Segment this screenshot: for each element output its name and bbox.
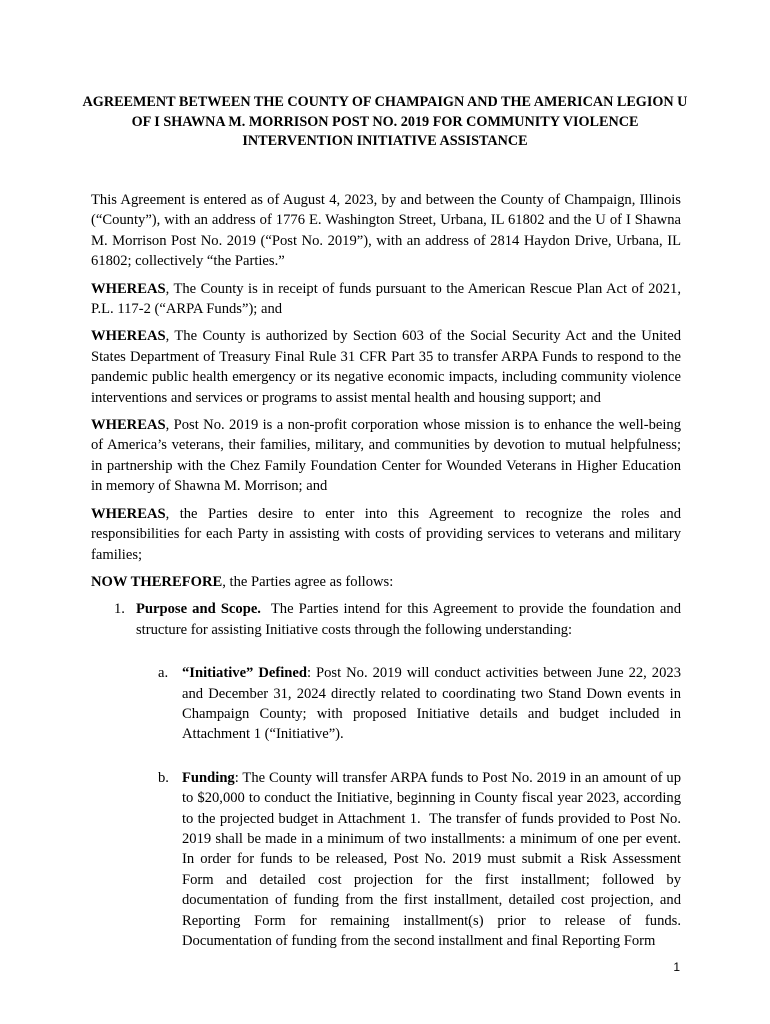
numbered-list	[91, 599, 689, 951]
now-therefore-paragraph	[91, 572, 681, 592]
section-heading: Purpose and Scope.	[136, 601, 261, 618]
page-number: 1	[673, 960, 680, 974]
whereas-lead: WHEREAS	[91, 505, 166, 522]
whereas-text: , Post No. 2019 is a non-profit corporation whose mission is to enhance the well-being of America’s veterans, their families, military, and communities by devotion to mutual helpfulness; in partnership with the Chez Family Foundation Center for Wounded Veterans in Higher Education in memory of Shawna M. Morrison; and	[91, 417, 681, 495]
section-1-text	[136, 599, 685, 640]
intro-paragraph: This Agreement is entered as of August 4, 2023, by and between the County of Champaign, Illinois (“County”), with an address of 1776 E. Washington Street, Urbana, IL 61802 and the U of I Shawna M. Morrison Post No. 2019 (“Post No. 2019”), with an address of 2814 Haydon Drive, Urbana, IL 61802; collectively “the Parties.”	[91, 192, 681, 270]
section-number: 1.	[114, 601, 125, 618]
document-title: AGREEMENT BETWEEN THE COUNTY OF CHAMPAIGN AND THE AMERICAN LEGION U OF I SHAWNA M. MORRISON POST NO. 2019 FOR COMMUNITY VIOLENCE INTERVENTION INITIATIVE ASSISTANCE	[82, 94, 688, 149]
whereas-paragraph-1	[91, 279, 681, 320]
subsection-heading: Funding	[182, 769, 235, 786]
whereas-lead: WHEREAS	[91, 417, 166, 434]
subsection-body: : The County will transfer ARPA funds to Post No. 2019 in an amount of up to $20,000 to conduct the Initiative, beginning in County fiscal year 2023, according to the projected budget in Attachment 1. The transfer of funds provided to Post No. 2019 shall be made in a minimum of two installments: a minimum of one per event. In order for funds to be released, Post No. 2019 must submit a Risk Assessment Form and detailed cost projection for the first installment; followed by documentation of funding from the first installment, detailed cost projection, and Reporting Form for remaining installment(s) prior to release of funds. Documentation of funding from the second installment and final Reporting Form	[182, 769, 689, 949]
subsection-b	[91, 768, 689, 952]
whereas-paragraph-4	[91, 504, 681, 565]
subsection-b-text	[182, 768, 689, 952]
whereas-lead: WHEREAS	[91, 328, 166, 345]
subsection-letter: a.	[158, 665, 169, 682]
section-1	[91, 599, 689, 951]
subsection-letter: b.	[158, 769, 169, 786]
whereas-paragraph-2	[91, 326, 681, 408]
now-therefore-lead: NOW THEREFORE	[91, 573, 223, 590]
now-therefore-text: , the Parties agree as follows:	[222, 573, 394, 590]
subsection-a	[91, 663, 681, 745]
whereas-text: , The County is in receipt of funds pursuant to the American Rescue Plan Act of 2021, P.L. 117-2 (“ARPA Funds”); and	[91, 280, 681, 318]
whereas-lead: WHEREAS	[91, 280, 166, 297]
whereas-paragraph-3	[91, 415, 681, 497]
whereas-text: , the Parties desire to enter into this Agreement to recognize the roles and responsibilities for each Party in assisting with costs of providing services to veterans and military families;	[91, 505, 681, 563]
whereas-text: , The County is authorized by Section 603 of the Social Security Act and the United States Department of Treasury Final Rule 31 CFR Part 35 to transfer ARPA Funds to respond to the pandemic public health emergency or its negative economic impacts, including community violence interventions and services or programs to assist mental health and housing support; and	[91, 328, 681, 406]
document-body	[91, 190, 689, 951]
subsection-body: : Post No. 2019 will conduct activities between June 22, 2023 and December 31, 2024 directly related to coordinating two Stand Down events in Champaign County; with proposed Initiative details and budget included in Attachment 1 (“Initiative”).	[182, 665, 681, 743]
subsection-a-text	[182, 663, 681, 745]
section-body: The Parties intend for this Agreement to provide the foundation and structure for assisting Initiative costs through the following understanding:	[136, 601, 685, 638]
subsection-heading: “Initiative” Defined	[182, 665, 307, 682]
